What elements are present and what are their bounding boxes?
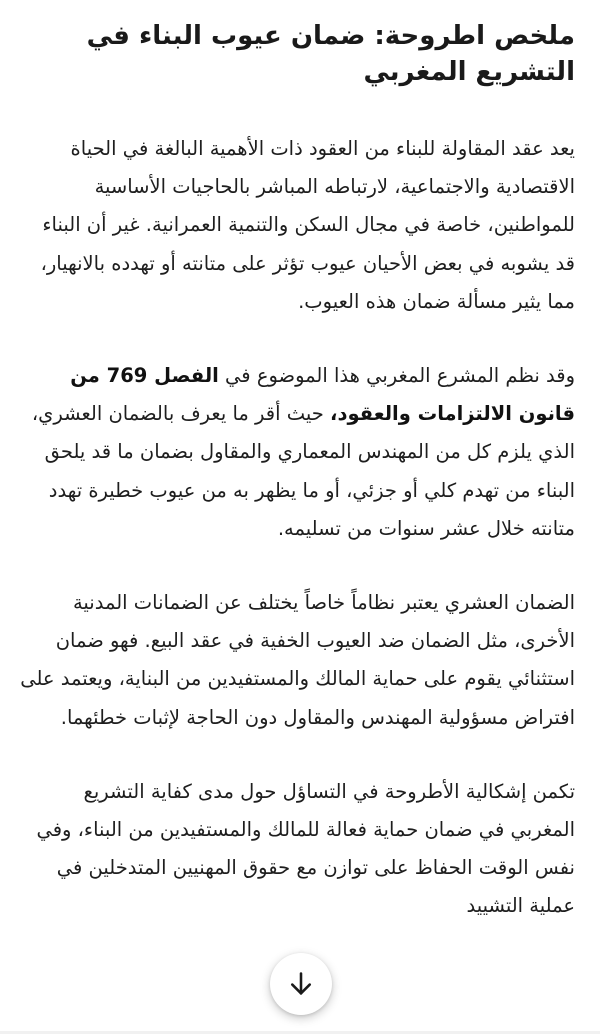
paragraph-intro: يعد عقد المقاولة للبناء من العقود ذات الأهمية البالغة في الحياة الاقتصادية والاجتماعية، لارتباطه المباشر بالحاجيات الأساسية للمواطنين، خاصة في مجال السكن والتنمية العمرانية. غير أن البناء قد يشوبه في بعض الأحيان عيوب تؤثر على متانته أو تهدده بالانهيار، مما يثير مسألة ضمان هذه العيوب.	[40, 137, 575, 313]
paragraph-problem-statement: تكمن إشكالية الأطروحة في التساؤل حول مدى كفاية التشريع المغربي في ضمان حماية فعالة للمالك والمستفيدين من البناء، وفي نفس الوقت الحفاظ على توازن مع حقوق المهنيين المتدخلين في عملية التشييد	[36, 779, 575, 918]
arrow-down-icon	[287, 970, 315, 998]
paragraph-text: حيث أقر ما يعرف بالضمان العشري، الذي يلزم كل من المهندس المعماري والمقاول بضمان ما قد يلحق البناء من تهدم كلي أو جزئي، أو ما يظهر به من عيوب خطيرة تهدد متانته خلال عشر سنوات من تسليمه.	[31, 402, 575, 540]
paragraph-legal-basis	[20, 357, 575, 548]
scroll-down-button[interactable]	[270, 953, 332, 1015]
bold-legal-reference: الفصل 769 من قانون الالتزامات والعقود،	[70, 364, 575, 426]
paragraph-text: وقد نظم المشرع المغربي هذا الموضوع في	[218, 364, 575, 388]
document-title: ملخص اطروحة: ضمان عيوب البناء في التشريع المغربي	[86, 21, 575, 87]
paragraph-decennial-guarantee: الضمان العشري يعتبر نظاماً خاصاً يختلف عن الضمانات المدنية الأخرى، مثل الضمان ضد العيوب الخفية في عقد البيع. فهو ضمان استثنائي يقوم على حماية المالك والمستفيدين من البناية، ويعتمد على افتراض مسؤولية المهندس والمقاول دون الحاجة لإثبات خطئهما.	[20, 591, 575, 729]
